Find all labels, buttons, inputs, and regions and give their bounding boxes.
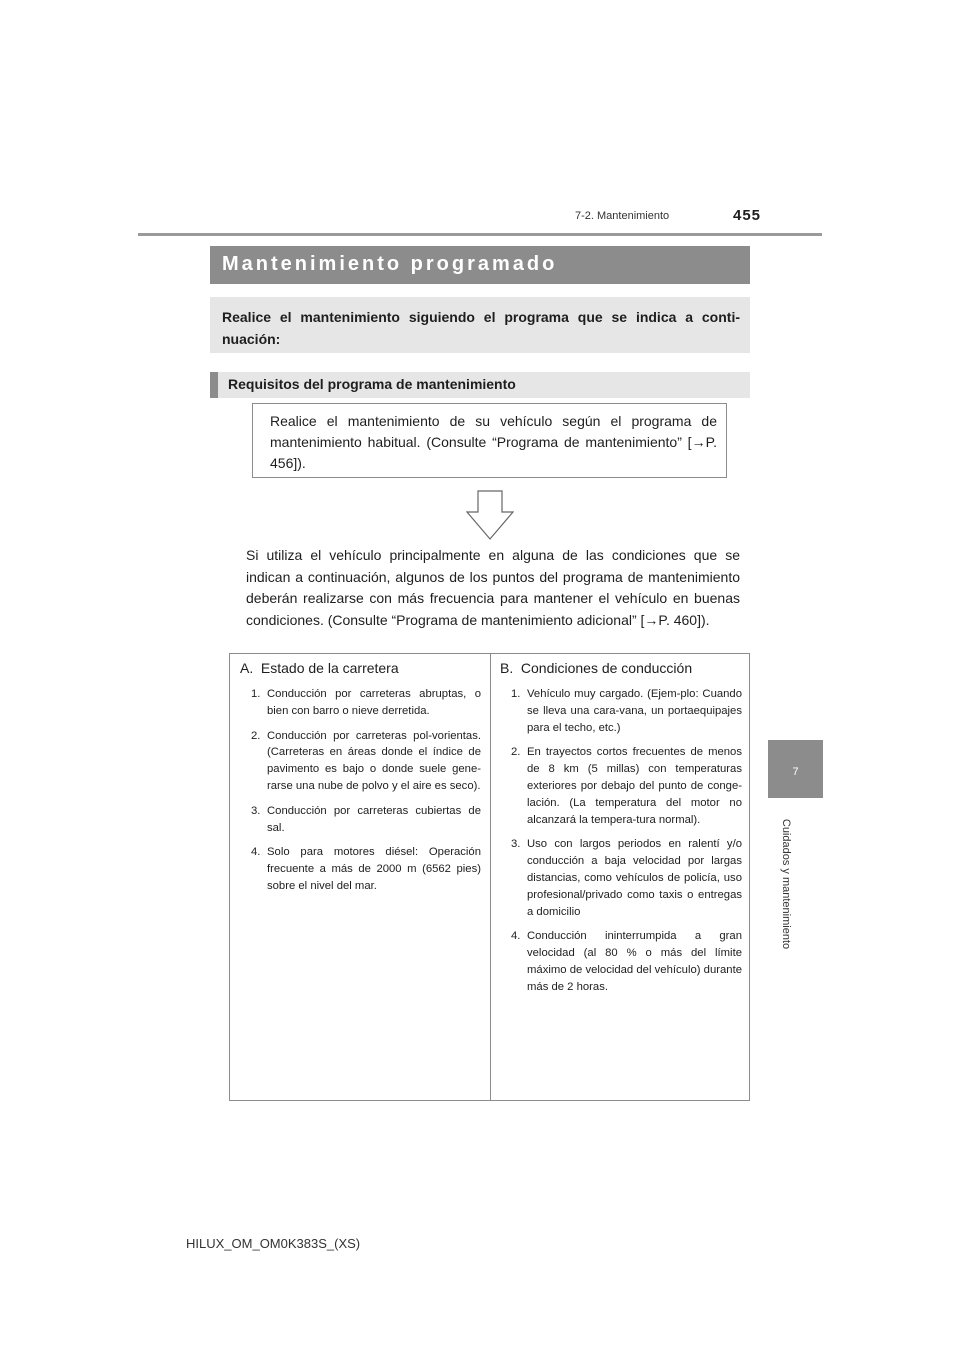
driving-conditions-list [500, 686, 742, 1004]
item-number: 4. [251, 846, 261, 859]
frequency-paragraph: Si utiliza el vehículo principalmente en alguna de las condiciones que se indican a continuación, algunos de los puntos del programa de mantenimiento deberán realizarse con más frecuencia para mantener el vehículo en buenas condiciones. (Consulte “Programa de mantenimiento adicional” [→P. 460]). [246, 547, 740, 628]
section-label: 7-2. Mantenimiento [575, 210, 670, 222]
page-title-bar [210, 246, 750, 284]
column-heading [240, 660, 399, 676]
list-item [500, 686, 742, 736]
item-number: 3. [511, 838, 521, 851]
chapter-side-title [776, 806, 796, 971]
subheading-bar [210, 372, 750, 398]
item-text: Vehículo muy cargado. (Ejem-plo: Cuando se lleva una cara-vana, un portaequipajes para el techo, etc.) [527, 688, 742, 734]
item-number: 3. [251, 804, 261, 817]
column-title: Estado de la carretera [260, 660, 399, 676]
column-title: Condiciones de conducción [520, 660, 693, 676]
item-text: Solo para motores diésel: Operación frecuente a más de 2000 m (6562 pies) sobre el nivel del mar. [267, 846, 481, 892]
column-heading [500, 660, 692, 676]
list-item [500, 744, 742, 828]
item-text: Conducción por carreteras pol-vorientas. (Carreteras en áreas donde el índice de pavimento es bajo o donde suele gene-rarse una nube de polvo y el aire es seco). [267, 729, 481, 792]
item-text: Conducción ininterrumpida a gran velocidad (al 80 % o más del límite máximo de velocidad del vehículo) durante más de 2 horas. [527, 930, 742, 993]
item-text: Conducción por carreteras abruptas, o bien con barro o nieve derretida. [267, 688, 481, 717]
conditions-table [229, 653, 750, 1101]
intro-box [210, 297, 750, 353]
requirement-text: Realice el mantenimiento de su vehículo según el programa de mantenimiento habitual. (Consulte “Programa de mantenimiento” [→P. 456]). [270, 413, 717, 471]
down-arrow-icon [466, 490, 514, 540]
requirement-box [252, 403, 727, 478]
item-number: 2. [511, 746, 521, 759]
chapter-title: Cuidados y mantenimiento [780, 818, 792, 950]
item-text: Conducción por carreteras cubiertas de sal. [267, 804, 481, 834]
column-divider [490, 654, 491, 1100]
list-item [240, 844, 481, 894]
item-number: 2. [251, 729, 261, 742]
list-item [240, 686, 481, 720]
list-item [500, 928, 742, 995]
header-rule [138, 233, 822, 236]
item-text: Uso con largos periodos en ralentí y/o conducción a baja velocidad por largas distancias, como vehículos de policía, uso profesional/privado como taxis o entregas a domicilio [527, 838, 742, 918]
item-text: En trayectos cortos frecuentes de menos de 8 km (5 millas) con temperaturas exteriores por debajo del punto de conge-lación. (La temperatura del motor no alcanzará la tempera-tura normal). [527, 746, 742, 826]
road-conditions-list [240, 686, 481, 903]
column-letter: A. [240, 660, 254, 676]
item-number: 1. [251, 688, 261, 700]
page-number: 455 [733, 207, 762, 224]
item-number: 1. [511, 688, 521, 700]
list-item [500, 836, 742, 920]
subheading: Requisitos del programa de mantenimiento [228, 376, 516, 392]
intro-text: Realice el mantenimiento siguiendo el programa que se indica a conti-nuación: [222, 309, 740, 347]
chapter-tab [768, 740, 823, 798]
document-footer-code: HILUX_OM_OM0K383S_(XS) [186, 1236, 361, 1251]
chapter-number: 7 [792, 766, 799, 778]
column-letter: B. [500, 660, 514, 676]
item-number: 4. [511, 930, 521, 943]
list-item [240, 728, 481, 795]
page-title: Mantenimiento programado [222, 253, 558, 275]
list-item [240, 803, 481, 837]
